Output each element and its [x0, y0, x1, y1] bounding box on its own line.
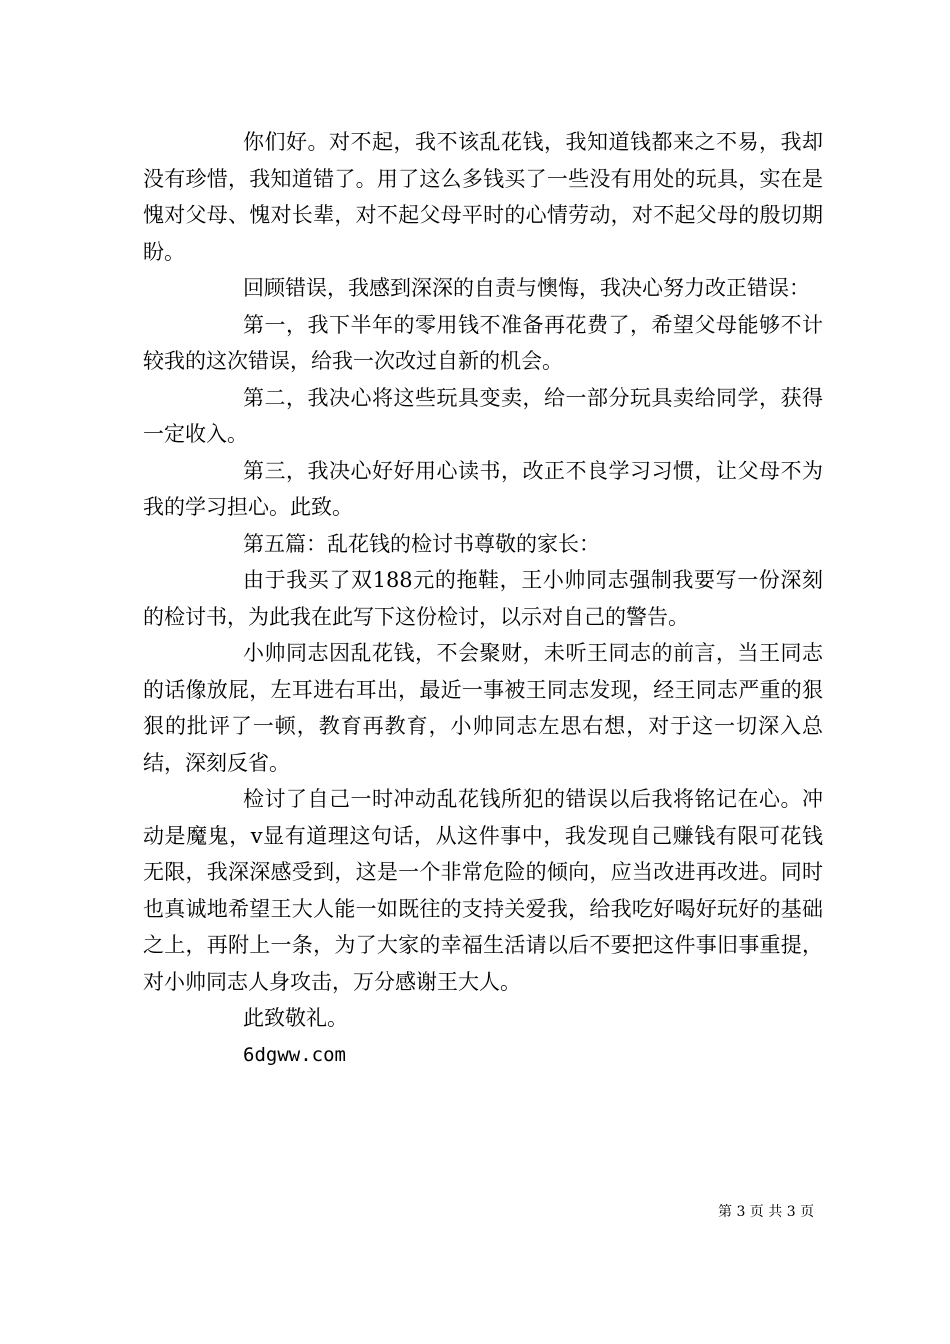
paragraph-background: 小帅同志因乱花钱，不会聚财，未听王同志的前言，当王同志的话像放屁，左耳进右耳出，最近一事被王同志发现，经王同志严重的狠狠的批评了一顿，教育再教育，小帅同志左思右想，对于这一切深入总结，深刻反省。	[143, 641, 823, 775]
paragraph-review: 回顾错误，我感到深深的自责与懊悔，我决心努力改正错误：	[243, 276, 810, 300]
closing-salutation: 此致敬礼。	[243, 1006, 348, 1030]
paragraph-point-three: 第三，我决心好好用心读书，改正不良学习习惯，让父母不为我的学习担心。此致。	[143, 458, 823, 519]
website-text: 6dgww.com	[243, 1043, 346, 1066]
paragraph-point-two: 第二，我决心将这些玩具变卖，给一部分玩具卖给同学，获得一定收入。	[143, 385, 823, 446]
page-number-footer: 第 3 页 共 3 页	[718, 1204, 815, 1220]
section-heading: 第五篇：乱花钱的检讨书尊敬的家长：	[243, 531, 600, 556]
document-body	[143, 124, 823, 1073]
paragraph-point-one: 第一，我下半年的零用钱不准备再花费了，希望父母能够不计较我的这次错误，给我一次改过自新的机会。	[143, 312, 823, 373]
paragraph-greeting: 你们好。对不起，我不该乱花钱，我知道钱都来之不易，我却没有珍惜，我知道错了。用了这么多钱买了一些没有用处的玩具，实在是愧对父母、愧对长辈，对不起父母平时的心情劳动，对不起父母的殷切期盼。	[143, 130, 823, 264]
paragraph-reason: 由于我买了双188元的拖鞋，王小帅同志强制我要写一份深刻的检讨书，为此我在此写下这份检讨，以示对自己的警告。	[143, 568, 823, 629]
paragraph-reflection: 检讨了自己一时冲动乱花钱所犯的错误以后我将铭记在心。冲动是魔鬼，v显有道理这句话，从这件事中，我发现自己赚钱有限可花钱无限，我深深感受到，这是一个非常危险的倾向，应当改进再改进。同时也真诚地希望王大人能一如既往的支持关爱我，给我吃好喝好玩好的基础之上，再附上一条，为了大家的幸福生活请以后不要把这件事旧事重提，对小帅同志人身攻击，万分感谢王大人。	[143, 787, 823, 994]
